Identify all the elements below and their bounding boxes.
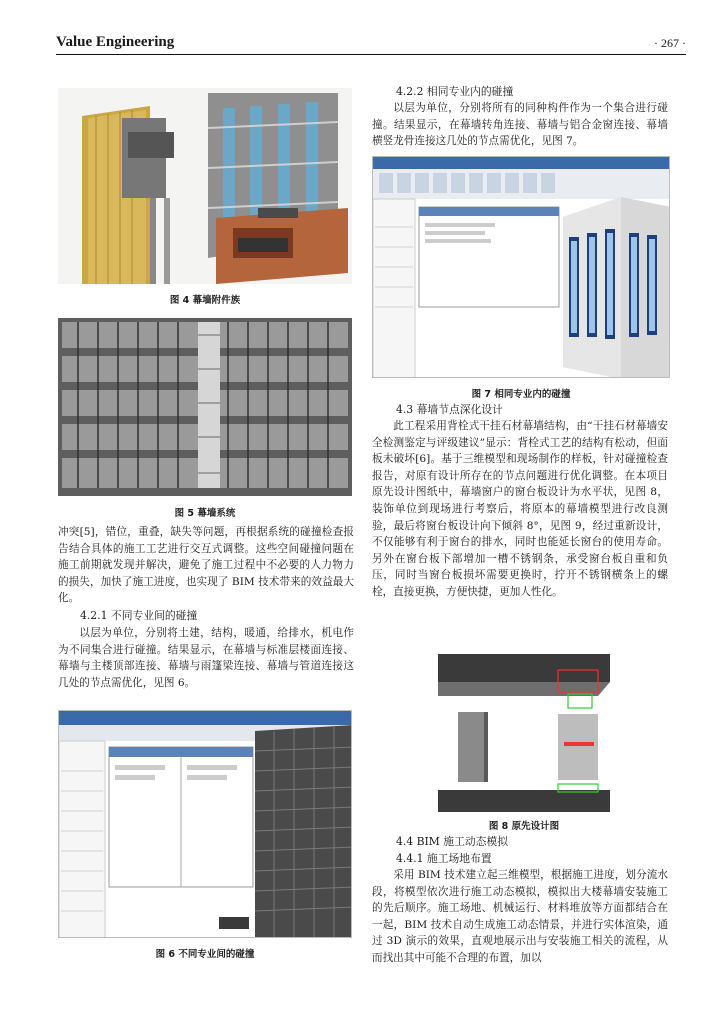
left-text-block-2 [58,625,354,691]
figure-4-image [58,88,352,284]
heading-4-2-2: 4.2.2 相同专业内的碰撞 [396,85,514,98]
right-text-block-2 [372,418,668,601]
left-text-block [58,524,354,607]
paragraph: 此工程采用背栓式干挂石材幕墙结构，由“干挂石材幕墙安全检测鉴定与评级建议”显示：背栓式工艺的结构有松动，但面板未破坏[6]。基于三维模型和现场制作的样板，针对碰撞检查报告，对原有设计所存在的节点问题进行优化调整。在本项目原先设计图纸中，幕墙窗户的窗台板设计为水平状，见图 8，装饰单位到现场进行考察后，将原本的幕墙模型进行改良测验，最后将窗台板设计向下倾斜 8°，见图 9，经过重新设计，不仅能够有利于窗台的排水，同时也能延长窗台的使用寿命。另外在窗台板下部增加一槽不锈钢条，承受窗台板自重和负压，同时当窗台板损坏需要更换时，拧开不锈钢横条上的螺栓，直接更换，方便快捷，更加人性化。 [372,420,668,598]
figure-4-caption: 图 4 幕墙附件族 [169,295,241,306]
figure-8-caption: 图 8 原先设计图 [488,821,560,832]
heading-4-3: 4.3 幕墙节点深化设计 [396,403,503,416]
paragraph: 以层为单位，分别将所有的同种构件作为一个集合进行碰撞。结果显示，在幕墙转角连接、幕墙与铝合金窗连接、幕墙横竖龙骨连接这几处的节点需优化，见图 7。 [372,102,668,148]
header-rule [56,54,686,55]
heading-4-2-1: 4.2.1 不同专业间的碰撞 [80,609,198,622]
figure-5-image [58,318,352,496]
heading-4-4: 4.4 BIM 施工动态模拟 [396,835,509,848]
journal-title: Value Engineering [56,34,175,50]
right-text-block-1 [372,100,668,150]
paragraph: 采用 BIM 技术建立起三维模型，根据施工进度，划分流水段，将模型依次进行施工动态模拟，模拟出大楼幕墙安装施工的先后顺序。施工场地、机械运行、材料堆放等方面都结合在一起，BIM 技术自动生成施工动态情景，并进行实体渲染，通过 3D 演示的效果，直观地展示出与安装施工相关的流程，从而找出其中可能不合理的布置，加以 [372,869,668,964]
heading-4-4-1: 4.4.1 施工场地布置 [396,852,492,865]
right-text-block-3 [372,867,668,967]
figure-6-caption: 图 6 不同专业间的碰撞 [155,949,255,960]
figure-7-image [372,156,670,378]
figure-6-image [58,710,352,938]
figure-8-image [438,654,610,812]
paragraph: 以层为单位，分别将土建，结构，暖通，给排水，机电作为不同集合进行碰撞。结果显示，在幕墙与标准层楼面连接、幕墙与主楼顶部连接、幕墙与雨篷梁连接、幕墙与管道连接这几处的节点需优化，见图 6。 [58,627,354,689]
figure-7-caption: 图 7 相同专业内的碰撞 [471,389,571,400]
paragraph: 冲突[5]，错位，重叠，缺失等问题，再根据系统的碰撞检查报告结合具体的施工工艺进行交互式调整。这些空间碰撞问题在施工前期就发现并解决，避免了施工过程中不必要的人力物力的损失，加快了施工进度，也实现了 BIM 技术带来的效益最大化。 [58,526,354,605]
figure-5-caption: 图 5 幕墙系统 [174,508,236,519]
page-number: · 267 · [654,36,686,50]
